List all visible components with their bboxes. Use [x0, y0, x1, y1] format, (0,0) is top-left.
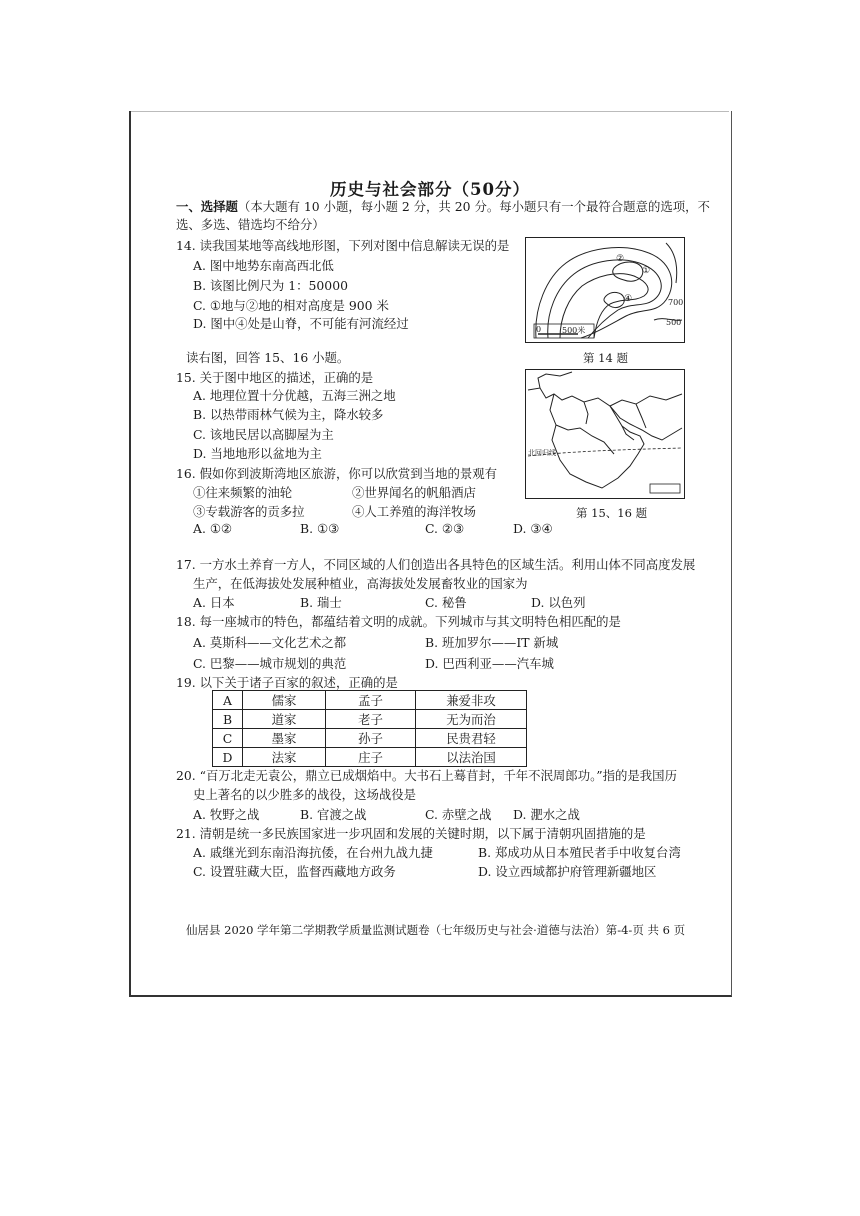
q18-option-d: D. 巴西利亚——汽车城 [425, 656, 554, 671]
section-instruction-1: （本大题有 10 小题，每小题 2 分，共 20 分。每小题只有一个最符合题意的选项，不 [237, 199, 710, 214]
q16-item-4: ④人工养殖的海洋牧场 [352, 504, 476, 519]
q15-option-d: D. 当地地形以盆地为主 [193, 446, 322, 461]
q16-option-b: B. ①③ [300, 521, 340, 536]
table-cell: B [213, 710, 243, 729]
q16-option-c: C. ②③ [425, 521, 465, 536]
table-cell: 兼爱非攻 [416, 691, 527, 710]
q14-option-b: B. 该图比例尺为 1：50000 [193, 278, 348, 293]
table-cell: 无为而治 [416, 710, 527, 729]
point-label-4: ④ [624, 294, 633, 304]
q16-stem: 16. 假如你到波斯湾地区旅游，你可以欣赏到当地的景观有 [176, 466, 498, 481]
section-instruction [176, 199, 710, 215]
q14-contour-map [525, 237, 685, 343]
q14-option-d: D. 图中④处是山脊，不可能有河流经过 [193, 316, 409, 331]
q15-option-a: A. 地理位置十分优越，五海三洲之地 [193, 388, 396, 403]
q15-stem: 15. 关于图中地区的描述，正确的是 [176, 370, 374, 385]
q20-option-c: C. 赤壁之战 [425, 807, 492, 822]
q15-16-caption: 第 15、16 题 [576, 506, 648, 520]
q17-option-a: A. 日本 [193, 595, 235, 610]
q18-option-b: B. 班加罗尔——IT 新城 [425, 635, 559, 650]
table-row [213, 710, 527, 729]
q18-stem: 18. 每一座城市的特色，都蕴结着文明的成就。下列城市与其文明特色相匹配的是 [176, 614, 621, 629]
section-instruction-2: 选、多选、错选均不给分） [176, 217, 325, 232]
q14-caption: 第 14 题 [583, 351, 628, 365]
point-label-2: ② [616, 254, 625, 264]
q16-item-2: ②世界闻名的帆船酒店 [352, 485, 476, 500]
q20-option-b: B. 官渡之战 [300, 807, 367, 822]
table-cell: 老子 [326, 710, 416, 729]
contour-lines [526, 238, 684, 342]
table-cell: 道家 [243, 710, 326, 729]
q16-item-3: ③专载游客的贡多拉 [193, 504, 305, 519]
table-cell: D [213, 748, 243, 767]
q17-stem-2: 生产，在低海拔处发展种植业，高海拔处发展畜牧业的国家为 [193, 576, 528, 591]
table-cell: 孟子 [326, 691, 416, 710]
table-row [213, 691, 527, 710]
table-row [213, 748, 527, 767]
q21-option-c: C. 设置驻藏大臣，监督西藏地方政务 [193, 864, 396, 879]
table-cell: A [213, 691, 243, 710]
q17-option-d: D. 以色列 [531, 595, 586, 610]
q17-stem-1: 17. 一方水土养育一方人，不同区域的人们创造出各具特色的区域生活。利用山体不同高度发展 [176, 557, 696, 572]
q21-option-b: B. 郑成功从日本殖民者手中收复台湾 [478, 845, 681, 860]
table-cell: 庄子 [326, 748, 416, 767]
q21-option-d: D. 设立西域都护府管理新疆地区 [478, 864, 657, 879]
table-row [213, 729, 527, 748]
q21-option-a: A. 戚继光到东南沿海抗倭，在台州九战九捷 [193, 845, 433, 860]
schools-table [212, 690, 527, 767]
q21-stem: 21. 清朝是统一多民族国家进一步巩固和发展的关键时期，以下属于清朝巩固措施的是 [176, 826, 646, 841]
q15-option-b: B. 以热带雨林气候为主，降水较多 [193, 407, 384, 422]
scale-zero: 0 [536, 325, 542, 334]
q20-option-a: A. 牧野之战 [193, 807, 260, 822]
scan-edge-mark [129, 972, 131, 996]
page-footer: 仙居县 2020 学年第二学期教学质量监测试题卷（七年级历史与社会·道德与法治）第-4-页 共 6 页 [186, 923, 686, 937]
q15-16-persian-gulf-map [525, 369, 685, 499]
table-cell: 孙子 [326, 729, 416, 748]
section-heading: 一、选择题 [176, 199, 238, 214]
q20-stem-1: 20. “百万北走无袁公，鼎立已成烟焰中。大书石上蓦苜封，千年不泯周郎功。”指的是我国历 [176, 768, 677, 783]
q19-stem: 19. 以下关于诸子百家的叙述，正确的是 [176, 675, 398, 690]
contour-label-700: 700 [668, 298, 684, 307]
q20-stem-2: 史上著名的以少胜多的战役，这场战役是 [193, 787, 417, 802]
q16-item-1: ①往来频繁的油轮 [193, 485, 293, 500]
q18-option-a: A. 莫斯科——文化艺术之都 [193, 635, 347, 650]
table-cell: 法家 [243, 748, 326, 767]
table-cell: 墨家 [243, 729, 326, 748]
q18-option-c: C. 巴黎——城市规划的典范 [193, 656, 347, 671]
q17-option-b: B. 瑞士 [300, 595, 342, 610]
read-figure-note: 读右图，回答 15、16 小题。 [186, 350, 350, 365]
q16-option-d: D. ③④ [513, 521, 553, 536]
table-cell: 以法治国 [416, 748, 527, 767]
q16-option-a: A. ①② [193, 521, 233, 536]
contour-label-500: 500 [666, 318, 682, 327]
q15-option-c: C. 该地民居以高脚屋为主 [193, 427, 334, 442]
q17-option-c: C. 秘鲁 [425, 595, 467, 610]
table-cell: 儒家 [243, 691, 326, 710]
tropic-label: 北回归线 [528, 449, 556, 457]
page-title: 历史与社会部分（50分） [330, 180, 530, 199]
region-map-lines [526, 370, 684, 498]
q14-option-c: C. ①地与②地的相对高度是 900 米 [193, 298, 389, 313]
q14-stem: 14. 读我国某地等高线地形图，下列对图中信息解读无误的是 [176, 238, 510, 253]
table-cell: 民贵君轻 [416, 729, 527, 748]
scale-label: 500米 [562, 326, 586, 335]
q20-option-d: D. 淝水之战 [513, 807, 580, 822]
point-label-1: ① [642, 266, 651, 276]
table-cell: C [213, 729, 243, 748]
q14-option-a: A. 图中地势东南高西北低 [193, 258, 334, 273]
